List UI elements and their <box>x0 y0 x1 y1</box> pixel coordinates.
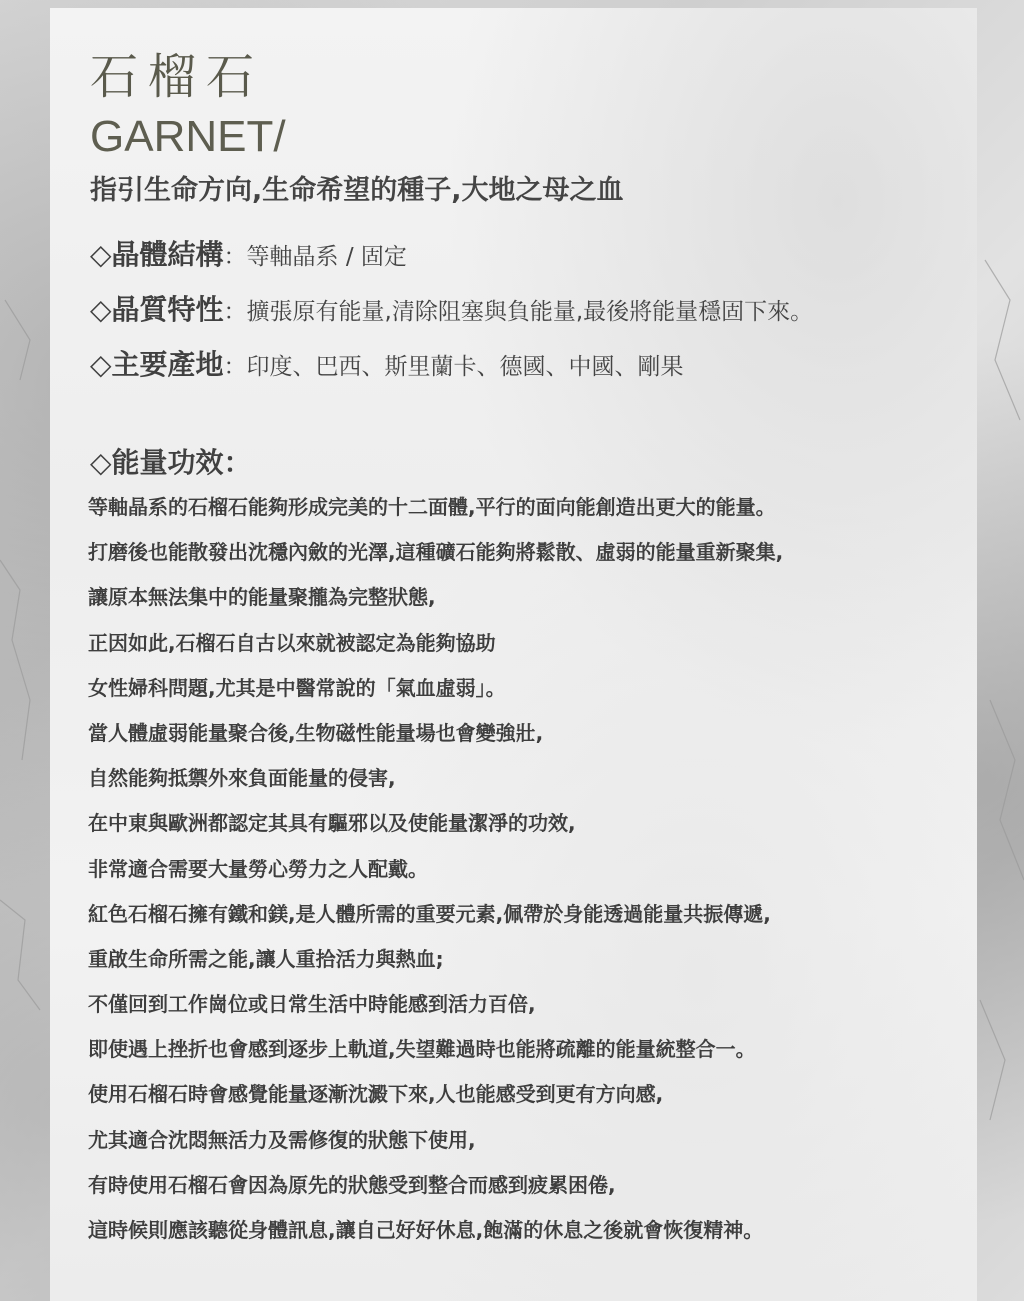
attribute-value: 等軸晶系 / 固定 <box>246 244 407 270</box>
attribute-separator: ： <box>223 354 247 380</box>
effect-line: 等軸晶系的石榴石能夠形成完美的十二面體,平行的面向能創造出更大的能量。 <box>88 495 776 519</box>
effect-line: 讓原本無法集中的能量聚攏為完整狀態, <box>88 585 436 610</box>
effect-line: 當人體虛弱能量聚合後,生物磁性能量場也會變強壯, <box>88 720 544 745</box>
effect-line: 尤其適合沈悶無活力及需修復的狀態下使用, <box>88 1127 476 1152</box>
effect-line: 自然能夠抵禦外來負面能量的侵害, <box>88 766 396 791</box>
effect-line: 有時使用石榴石會因為原先的狀態受到整合而感到疲累困倦, <box>88 1172 616 1197</box>
attribute-label: ◇晶質特性 <box>90 293 224 326</box>
attribute-crystal-property <box>90 288 813 328</box>
attribute-origin <box>90 343 684 383</box>
effect-line: 重啟生命所需之能,讓人重拾活力與熱血; <box>88 946 444 971</box>
effects-list <box>88 488 783 1256</box>
effect-line: 正因如此,石榴石自古以來就被認定為能夠協助 <box>88 630 496 655</box>
effect-line: 這時候則應該聽從身體訊息,讓自己好好休息,飽滿的休息之後就會恢復精神。 <box>88 1218 764 1242</box>
attribute-value: 印度、巴西、斯里蘭卡、德國、中國、剛果 <box>246 354 684 380</box>
effect-line: 不僅回到工作崗位或日常生活中時能感到活力百倍, <box>88 992 536 1017</box>
title-chinese: 石榴石 <box>90 49 265 105</box>
effect-line: 在中東與歐洲都認定其具有驅邪以及使能量潔淨的功效, <box>88 811 576 836</box>
effects-heading: ◇能量功效： <box>90 446 252 479</box>
attribute-value: 擴張原有能量,清除阻塞與負能量,最後將能量穩固下來。 <box>246 299 814 325</box>
tagline: 指引生命方向,生命希望的種子,大地之母之血 <box>90 175 624 206</box>
effect-line: 女性婦科問題,尤其是中醫常說的「氣血虛弱」。 <box>88 675 506 700</box>
attribute-separator: ： <box>223 244 247 270</box>
attribute-label: ◇晶體結構 <box>90 238 224 271</box>
effect-line: 非常適合需要大量勞心勞力之人配戴。 <box>88 856 428 881</box>
effect-line: 打磨後也能散發出沈穩內斂的光澤,這種礦石能夠將鬆散、虛弱的能量重新聚集, <box>88 540 784 565</box>
content-panel <box>50 8 977 1301</box>
attribute-label: ◇主要產地 <box>90 348 224 381</box>
attribute-separator: ： <box>223 299 247 325</box>
title-english: GARNET/ <box>90 112 286 161</box>
effect-line: 使用石榴石時會感覺能量逐漸沈澱下來,人也能感受到更有方向感, <box>88 1082 664 1107</box>
attribute-crystal-structure <box>90 233 407 273</box>
effect-line: 紅色石榴石擁有鐵和鎂,是人體所需的重要元素,佩帶於身能透過能量共振傳遞, <box>88 901 771 926</box>
effect-line: 即使遇上挫折也會感到逐步上軌道,失望難過時也能將疏離的能量統整合一。 <box>88 1037 756 1062</box>
